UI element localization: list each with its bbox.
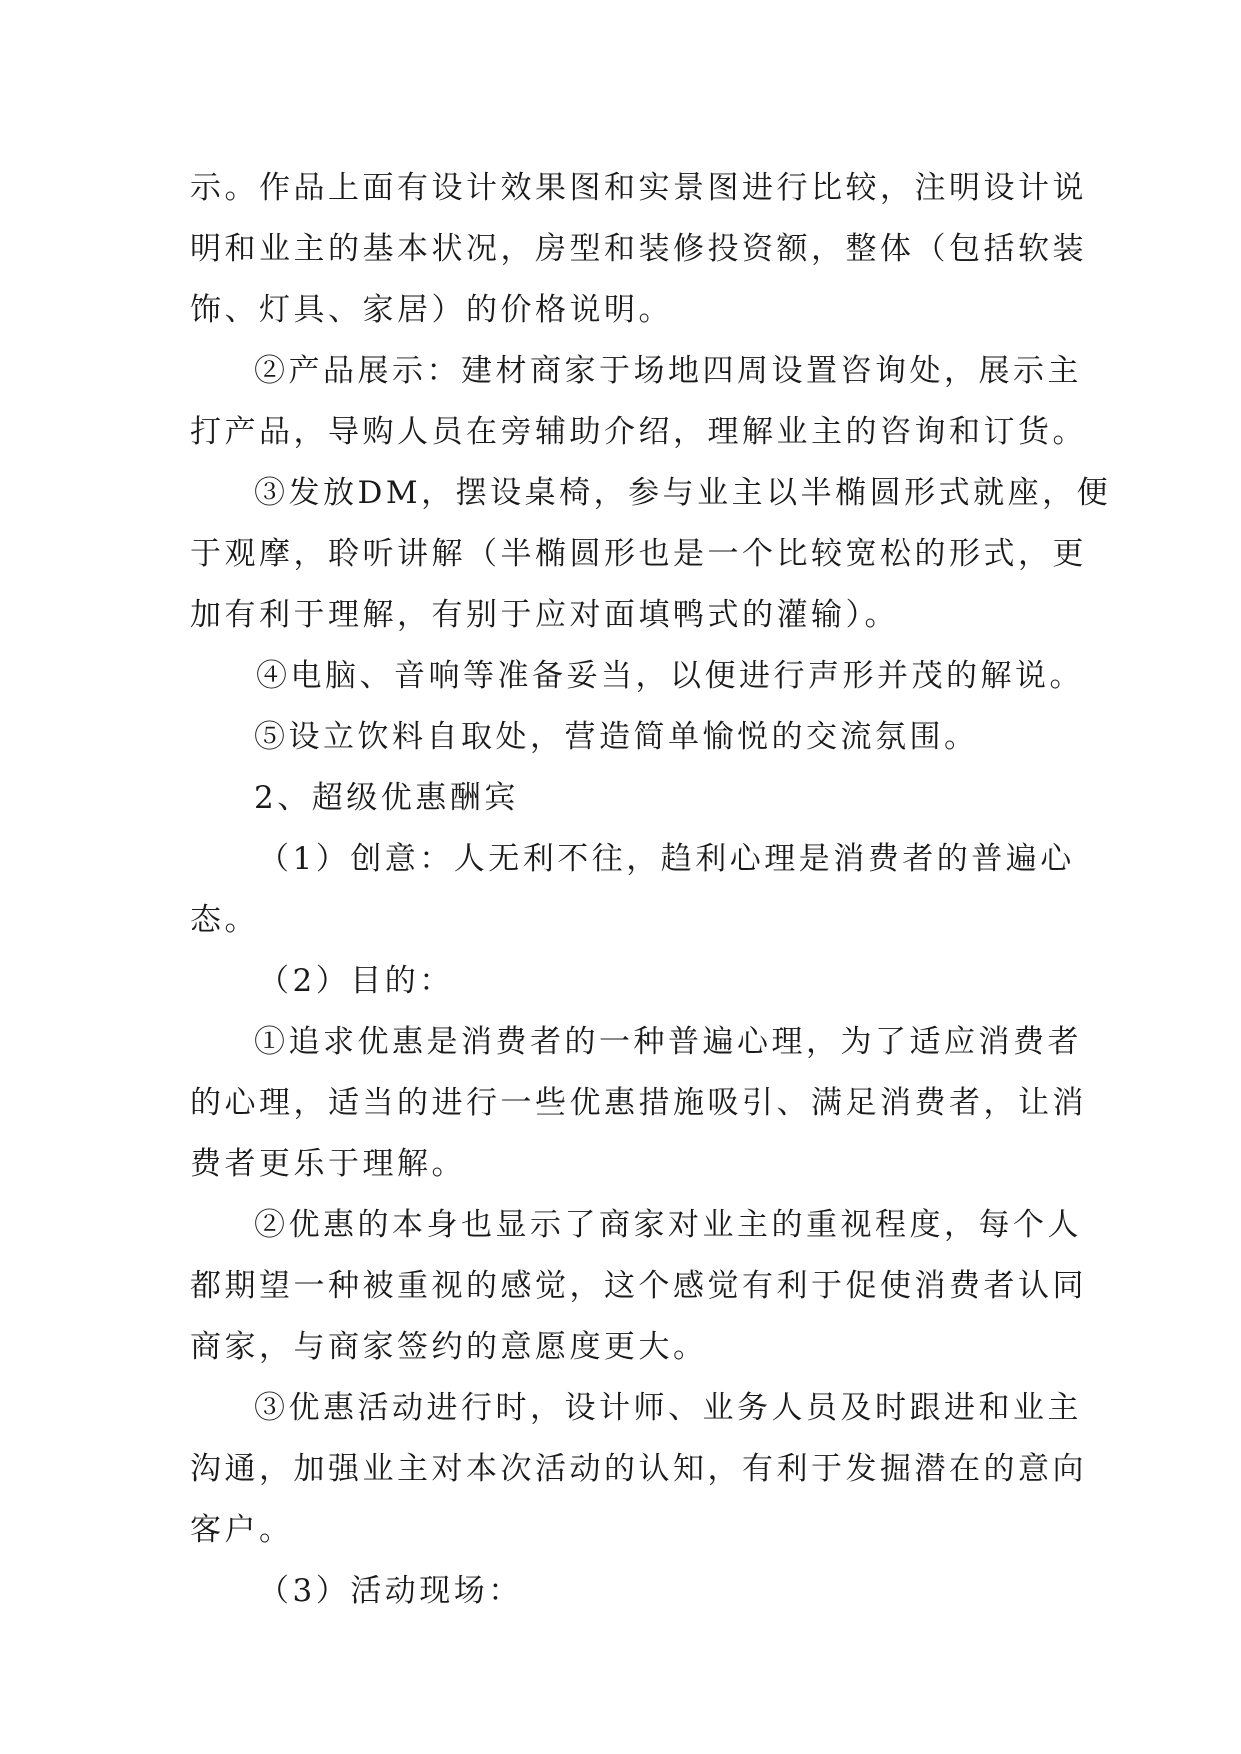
text-line: 费者更乐于理解。 bbox=[190, 1146, 466, 1182]
text-line: 打产品，导购人员在旁辅助介绍，理解业主的咨询和订货。 bbox=[190, 414, 1087, 450]
text-line: 商家，与商家签约的意愿度更大。 bbox=[190, 1329, 708, 1365]
text-line: 加有利于理解，有别于应对面填鸭式的灌输）。 bbox=[190, 597, 899, 633]
text-line: ⑤设立饮料自取处，营造简单愉悦的交流氛围。 bbox=[254, 719, 979, 755]
section-heading: 2、超级优惠酬宾 bbox=[254, 780, 519, 816]
text-line: （1）创意：人无利不往，趋利心理是消费者的普遍心 bbox=[258, 841, 1075, 877]
text-line: 客户。 bbox=[190, 1512, 294, 1548]
text-line: 明和业主的基本状况，房型和装修投资额，整体（包括软装 bbox=[190, 231, 1087, 267]
text-line: 于观摩，聆听讲解（半椭圆形也是一个比较宽松的形式，更 bbox=[190, 536, 1087, 572]
text-line: ③优惠活动进行时，设计师、业务人员及时跟进和业主 bbox=[254, 1390, 1082, 1426]
subsection-heading: （2）目的： bbox=[258, 963, 454, 999]
text-line: ③发放DM，摆设桌椅，参与业主以半椭圆形式就座，便 bbox=[254, 475, 1112, 511]
text-line: 示。作品上面有设计效果图和实景图进行比较，注明设计说 bbox=[190, 170, 1087, 206]
text-line: ①追求优惠是消费者的一种普遍心理，为了适应消费者 bbox=[254, 1024, 1082, 1060]
subsection-heading: （3）活动现场： bbox=[258, 1573, 523, 1609]
text-line: ②产品展示：建材商家于场地四周设置咨询处，展示主 bbox=[254, 353, 1082, 389]
text-line: 态。 bbox=[190, 902, 259, 938]
text-line: ④电脑、音响等准备妥当，以便进行声形并茂的解说。 bbox=[256, 658, 1084, 694]
text-line: 饰、灯具、家居）的价格说明。 bbox=[190, 292, 673, 328]
text-line: ②优惠的本身也显示了商家对业主的重视程度，每个人 bbox=[254, 1207, 1082, 1243]
text-line: 的心理，适当的进行一些优惠措施吸引、满足消费者，让消 bbox=[190, 1085, 1087, 1121]
text-line: 都期望一种被重视的感觉，这个感觉有利于促使消费者认同 bbox=[190, 1268, 1087, 1304]
text-line: 沟通，加强业主对本次活动的认知，有利于发掘潜在的意向 bbox=[190, 1451, 1087, 1487]
